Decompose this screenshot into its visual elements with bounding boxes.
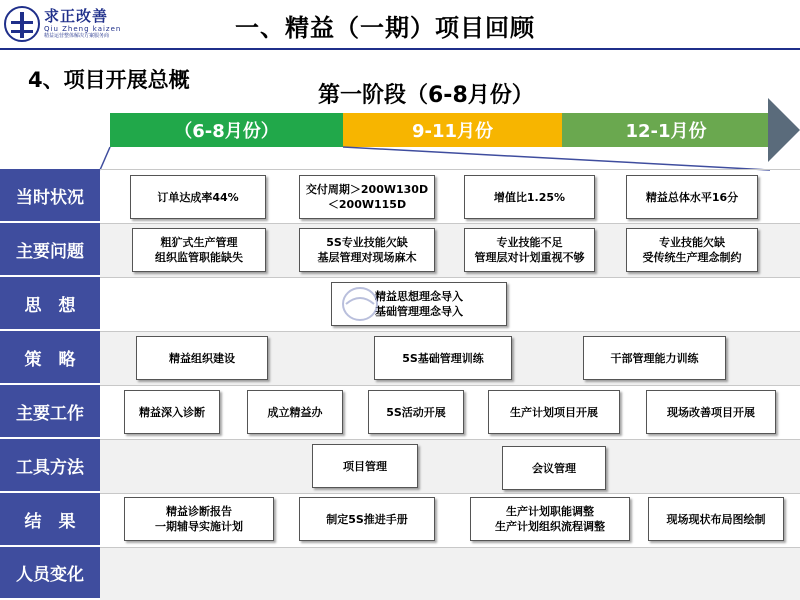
- logo-subtitle: 精益运营整体解决方案服务商: [44, 33, 110, 39]
- tool-meeting-management: 会议管理: [502, 446, 606, 490]
- row-label-main-work: 主要工作: [0, 385, 100, 439]
- logo-emblem-icon: [4, 6, 40, 42]
- problem-traditional-concepts: 专业技能欠缺 受传统生产理念制约: [626, 228, 758, 272]
- work-site-improvement: 现场改善项目开展: [646, 390, 776, 434]
- section-title: 4、项目开展总概: [28, 68, 190, 92]
- result-planning-adjustment: 生产计划职能调整 生产计划组织流程调整: [470, 497, 630, 541]
- row-thinking: [0, 277, 800, 331]
- row-main-problems: [0, 223, 800, 277]
- problem-5s-skills: 5S专业技能欠缺 基层管理对现场麻木: [299, 228, 435, 272]
- status-order-rate: 订单达成率44%: [130, 175, 266, 219]
- row-label-thinking: 思 想: [0, 277, 100, 331]
- timeline-bar: [110, 113, 770, 147]
- timeline-arrow-icon: [768, 98, 800, 162]
- logo-pinyin: Qiu Zheng kaizen: [44, 25, 122, 33]
- row-current-status: [0, 169, 800, 223]
- problem-extensive-management: 粗犷式生产管理 组织监管职能缺失: [132, 228, 266, 272]
- row-results: [0, 493, 800, 547]
- row-label-main-problems: 主要问题: [0, 223, 100, 277]
- row-label-tools-methods: 工具方法: [0, 439, 100, 493]
- row-strategy: [0, 331, 800, 385]
- status-lean-score: 精益总体水平16分: [626, 175, 758, 219]
- watermark-logo-icon: [338, 286, 382, 322]
- row-label-strategy: 策 略: [0, 331, 100, 385]
- work-lean-office: 成立精益办: [247, 390, 343, 434]
- work-5s-activities: 5S活动开展: [368, 390, 464, 434]
- status-value-ratio: 增值比1.25%: [464, 175, 595, 219]
- strategy-cadre-training: 干部管理能力训练: [583, 336, 726, 380]
- row-label-personnel-changes: 人员变化: [0, 547, 100, 600]
- thinking-lean-concepts: 精益思想理念导入 基础管理理念导入: [331, 282, 507, 326]
- work-lean-diagnosis: 精益深入诊断: [124, 390, 220, 434]
- row-main-work: [0, 385, 800, 439]
- page-title: 一、精益（一期）项目回顾: [235, 14, 535, 42]
- header-divider: [0, 48, 800, 50]
- result-site-layout-map: 现场现状布局图绘制: [648, 497, 784, 541]
- tool-project-management: 项目管理: [312, 444, 418, 488]
- problem-planning-skills: 专业技能不足 管理层对计划重视不够: [464, 228, 595, 272]
- company-logo: [4, 2, 122, 46]
- row-label-results: 结 果: [0, 493, 100, 547]
- status-delivery-cycle: 交付周期＞200W130D ＜200W115D: [299, 175, 435, 219]
- phase-title: 第一阶段（6-8月份）: [318, 83, 534, 108]
- row-label-current-status: 当时状况: [0, 169, 100, 223]
- timeline-segment-3: 12-1月份: [562, 113, 770, 147]
- strategy-lean-organization: 精益组织建设: [136, 336, 268, 380]
- timeline-segment-2: 9-11月份: [343, 113, 562, 147]
- strategy-5s-training: 5S基础管理训练: [374, 336, 512, 380]
- logo-name: 求正改善: [44, 7, 109, 25]
- result-diagnosis-report: 精益诊断报告 一期辅导实施计划: [124, 497, 274, 541]
- result-5s-handbook: 制定5S推进手册: [299, 497, 435, 541]
- work-production-planning: 生产计划项目开展: [488, 390, 620, 434]
- row-tools-methods: [0, 439, 800, 493]
- timeline-segment-1: （6-8月份）: [110, 113, 343, 147]
- row-personnel-changes: [0, 547, 800, 600]
